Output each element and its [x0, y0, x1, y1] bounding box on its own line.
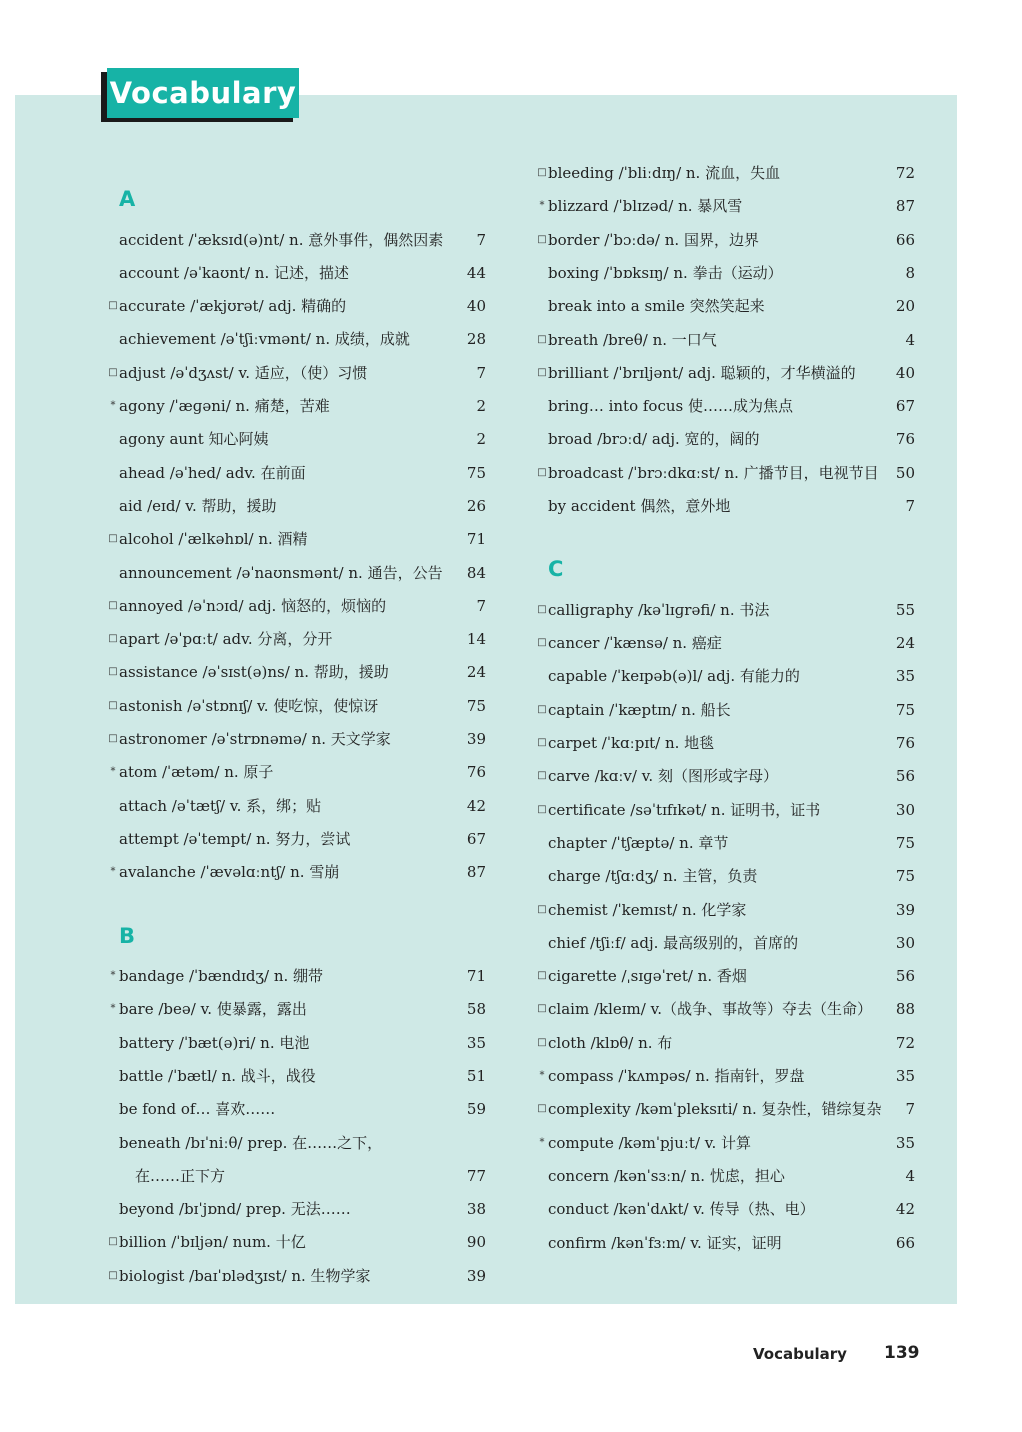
entry-page-number: 87 — [466, 863, 486, 882]
entry-page-number: 72 — [895, 164, 915, 182]
entry-page-number: 75 — [466, 696, 486, 715]
entry-text: astonish /əˈstɒnɪʃ/ v. 使吃惊，使惊讶 — [119, 696, 379, 715]
entry-page-number: 75 — [895, 700, 915, 719]
vocab-entry — [108, 660, 486, 684]
square-marker-icon: □ — [537, 903, 547, 915]
entry-text: be fond of… 喜欢…… — [119, 1100, 276, 1119]
section-letter-a: A — [119, 187, 136, 211]
entry-page-number: 59 — [466, 1100, 486, 1119]
vocab-entry — [548, 294, 915, 318]
vocab-entry — [539, 1064, 915, 1088]
entry-page-number: 77 — [466, 1166, 486, 1185]
entry-page-number: 56 — [895, 767, 915, 786]
vocab-entry — [548, 1197, 915, 1221]
entry-page-number: 35 — [895, 667, 915, 686]
vocab-entry — [537, 161, 915, 185]
entry-page-number: 7 — [476, 230, 486, 249]
square-marker-icon: □ — [108, 633, 118, 645]
vocab-entry — [110, 964, 486, 988]
entry-text: announcement /əˈnaʊnsmənt/ n. 通告，公告 — [119, 563, 443, 582]
vocab-entry — [537, 461, 915, 485]
vocab-entry — [537, 898, 915, 922]
vocab-entry — [548, 864, 915, 888]
vocab-entry — [537, 997, 915, 1021]
entry-page-number: 71 — [466, 967, 486, 985]
entry-page-number: 71 — [466, 530, 486, 549]
square-marker-icon: □ — [108, 366, 118, 378]
vocab-entry — [119, 261, 486, 285]
vocab-entry — [548, 261, 915, 285]
vocab-entry — [119, 228, 486, 252]
entry-text: battery /ˈbæt(ə)ri/ n. 电池 — [119, 1033, 310, 1052]
entry-text: conduct /kənˈdʌkt/ v. 传导（热、电） — [548, 1200, 815, 1219]
entry-page-number: 75 — [895, 833, 915, 852]
entry-page-number: 75 — [895, 867, 915, 886]
vocab-entry — [108, 1264, 486, 1288]
page-number: 139 — [884, 1343, 920, 1363]
entry-page-number: 55 — [895, 600, 915, 619]
square-marker-icon: □ — [537, 466, 547, 478]
entry-text: battle /ˈbætl/ n. 战斗，战役 — [119, 1066, 316, 1085]
entry-page-number: 40 — [895, 363, 915, 382]
entry-text: accident /ˈæksɪd(ə)nt/ n. 意外事件，偶然因素 — [119, 230, 444, 249]
entry-page-number: 39 — [466, 730, 486, 748]
entry-text: attempt /əˈtempt/ n. 努力，尝试 — [119, 829, 351, 848]
vocab-entry — [110, 860, 486, 884]
entry-text: certificate /səˈtɪfɪkət/ n. 证明书，证书 — [548, 800, 821, 819]
entry-text: cancer /ˈkænsə/ n. 癌症 — [548, 634, 722, 653]
vocab-entry — [119, 794, 486, 818]
star-marker-icon: * — [539, 1070, 545, 1081]
vocab-entry — [548, 494, 915, 518]
entry-page-number: 42 — [466, 796, 486, 815]
entry-text: brilliant /ˈbrɪljənt/ adj. 聪颖的，才华横溢的 — [548, 363, 856, 382]
square-marker-icon: □ — [537, 1003, 547, 1015]
entry-text: breath /breθ/ n. 一口气 — [548, 330, 717, 349]
entry-page-number: 30 — [895, 800, 915, 819]
vocab-entry — [548, 394, 915, 418]
square-marker-icon: □ — [537, 603, 547, 615]
entry-text: 在……正下方 — [135, 1166, 226, 1185]
vocab-entry — [537, 228, 915, 252]
entry-text: by accident 偶然，意外地 — [548, 497, 731, 515]
entry-page-number: 72 — [895, 1033, 915, 1052]
square-marker-icon: □ — [537, 770, 547, 782]
entry-text: boxing /ˈbɒksɪŋ/ n. 拳击（运动） — [548, 263, 783, 282]
entry-text: agony aunt 知心阿姨 — [119, 430, 269, 449]
vocab-entry — [119, 461, 486, 485]
entry-page-number: 76 — [895, 734, 915, 752]
title-banner — [101, 68, 297, 118]
vocab-entry — [108, 294, 486, 318]
entry-page-number: 24 — [895, 634, 915, 653]
vocab-entry — [539, 194, 915, 218]
entry-text: agony /ˈæɡəni/ n. 痛楚，苦难 — [119, 397, 330, 415]
vocab-entry — [119, 1097, 486, 1121]
section-letter-c: C — [548, 557, 564, 582]
star-marker-icon: * — [539, 200, 545, 212]
entry-page-number: 26 — [466, 496, 486, 515]
entry-page-number: 14 — [466, 630, 486, 649]
square-marker-icon: □ — [108, 699, 118, 711]
entry-text: alcohol /ˈælkəhɒl/ n. 酒精 — [119, 530, 308, 549]
entry-page-number: 7 — [905, 1100, 915, 1119]
entry-page-number: 4 — [905, 1166, 915, 1185]
square-marker-icon: □ — [537, 233, 547, 245]
entry-text: cloth /klɒθ/ n. 布 — [548, 1033, 673, 1052]
vocab-entry — [108, 727, 486, 751]
entry-text: bring… into focus 使……成为焦点 — [548, 397, 793, 416]
entry-text: complexity /kəmˈpleksɪti/ n. 复杂性，错综复杂 — [548, 1100, 882, 1119]
entry-text: biologist /baɪˈɒlədʒɪst/ n. 生物学家 — [119, 1266, 371, 1285]
entry-page-number: 39 — [895, 900, 915, 919]
vocab-entry — [548, 1164, 915, 1188]
vocab-entry — [108, 1230, 486, 1254]
vocab-entry — [548, 1231, 915, 1255]
entry-page-number: 8 — [905, 263, 915, 282]
vocab-entry — [119, 494, 486, 518]
entry-page-number: 58 — [466, 1000, 486, 1019]
entry-text: concern /kənˈsɜːn/ n. 忧虑，担心 — [548, 1166, 785, 1185]
entry-page-number: 88 — [895, 1000, 915, 1019]
section-letter-b: B — [119, 923, 136, 948]
entry-page-number: 50 — [895, 463, 915, 482]
entry-text: annoyed /əˈnɔɪd/ adj. 恼怒的，烦恼的 — [119, 596, 387, 615]
entry-text: cigarette /ˌsɪɡəˈret/ n. 香烟 — [548, 967, 747, 986]
vocab-entry — [539, 1131, 915, 1155]
entry-text: bandage /ˈbændɪdʒ/ n. 绷带 — [119, 967, 324, 985]
vocab-entry — [108, 361, 486, 385]
entry-page-number: 76 — [466, 763, 486, 782]
star-marker-icon: * — [110, 766, 116, 778]
star-marker-icon: * — [110, 970, 116, 981]
entry-page-number: 84 — [466, 563, 486, 582]
vocab-entry — [119, 1197, 486, 1221]
square-marker-icon: □ — [537, 1103, 547, 1115]
entry-text: ahead /əˈhed/ adv. 在前面 — [119, 463, 306, 482]
square-marker-icon: □ — [108, 533, 118, 545]
entry-page-number: 38 — [466, 1200, 486, 1219]
star-marker-icon: * — [110, 400, 116, 411]
entry-page-number: 40 — [466, 297, 486, 316]
vocab-entry — [108, 594, 486, 618]
vocab-entry — [108, 694, 486, 718]
vocab-entry — [537, 964, 915, 988]
entry-text: confirm /kənˈfɜːm/ v. 证实，证明 — [548, 1233, 782, 1252]
entry-text: adjust /əˈdʒʌst/ v. 适应，（使）习惯 — [119, 363, 368, 382]
entry-text: bare /beə/ v. 使暴露，露出 — [119, 1000, 307, 1019]
vocab-entry — [110, 394, 486, 418]
entry-text: charge /tʃɑːdʒ/ n. 主管，负责 — [548, 867, 758, 886]
entry-page-number: 7 — [905, 497, 915, 515]
vocab-entry — [537, 598, 915, 622]
square-marker-icon: □ — [537, 167, 547, 178]
vocab-entry — [548, 664, 915, 688]
entry-text: captain /ˈkæptɪn/ n. 船长 — [548, 700, 731, 719]
vocab-entry — [548, 427, 915, 451]
entry-page-number: 90 — [466, 1233, 486, 1252]
entry-text: assistance /əˈsɪst(ə)ns/ n. 帮助，援助 — [119, 663, 389, 682]
entry-page-number: 51 — [466, 1066, 486, 1085]
entry-page-number: 7 — [476, 363, 486, 382]
entry-page-number: 76 — [895, 430, 915, 449]
square-marker-icon: □ — [537, 1036, 547, 1048]
vocab-entry — [119, 1164, 486, 1188]
entry-page-number: 30 — [895, 933, 915, 952]
square-marker-icon: □ — [108, 300, 118, 312]
vocab-entry — [537, 631, 915, 655]
entry-text: claim /kleɪm/ v.（战争、事故等）夺去（生命） — [548, 1000, 873, 1019]
entry-text: carpet /ˈkɑːpɪt/ n. 地毯 — [548, 734, 715, 752]
entry-text: beyond /bɪˈjɒnd/ prep. 无法…… — [119, 1200, 351, 1219]
entry-text: aid /eɪd/ v. 帮助，援助 — [119, 496, 277, 515]
entry-text: avalanche /ˈævəlɑːntʃ/ n. 雪崩 — [119, 863, 340, 882]
entry-text: carve /kɑːv/ v. 刻（图形或字母） — [548, 767, 778, 786]
entry-text: atom /ˈætəm/ n. 原子 — [119, 763, 274, 782]
vocab-entry — [119, 561, 486, 585]
entry-text: broadcast /ˈbrɔːdkɑːst/ n. 广播节目，电视节目 — [548, 463, 879, 482]
vocab-entry — [537, 328, 915, 352]
vocab-entry — [537, 731, 915, 755]
vocab-entry — [119, 1064, 486, 1088]
entry-text: achievement /əˈtʃiːvmənt/ n. 成绩，成就 — [119, 330, 410, 349]
entry-text: chapter /ˈtʃæptə/ n. 章节 — [548, 833, 729, 852]
entry-text: astronomer /əˈstrɒnəmə/ n. 天文学家 — [119, 730, 391, 748]
square-marker-icon: □ — [537, 366, 547, 378]
vocab-entry — [119, 827, 486, 851]
square-marker-icon: □ — [108, 1236, 118, 1248]
entry-text: calligraphy /kəˈlɪɡrəfi/ n. 书法 — [548, 600, 770, 619]
square-marker-icon: □ — [537, 737, 547, 748]
vocab-entry — [537, 361, 915, 385]
star-marker-icon: * — [110, 866, 116, 878]
entry-text: apart /əˈpɑːt/ adv. 分离，分开 — [119, 630, 333, 649]
entry-page-number: 35 — [895, 1133, 915, 1152]
square-marker-icon: □ — [537, 703, 547, 715]
vocab-entry — [119, 427, 486, 451]
vocab-entry — [537, 1097, 915, 1121]
entry-text: border /ˈbɔːdə/ n. 国界，边界 — [548, 230, 759, 249]
entry-text: broad /brɔːd/ adj. 宽的，阔的 — [548, 430, 760, 449]
entry-text: billion /ˈbɪljən/ num. 十亿 — [119, 1233, 306, 1252]
entry-text: chemist /ˈkemɪst/ n. 化学家 — [548, 900, 747, 919]
vocab-entry — [537, 764, 915, 788]
entry-text: compass /ˈkʌmpəs/ n. 指南针，罗盘 — [548, 1067, 805, 1085]
vocab-entry — [119, 1031, 486, 1055]
entry-page-number: 75 — [466, 463, 486, 482]
square-marker-icon: □ — [108, 733, 118, 744]
vocab-entry — [110, 997, 486, 1021]
vocab-entry — [119, 1131, 486, 1155]
entry-page-number: 42 — [895, 1200, 915, 1219]
vocab-entry — [537, 1031, 915, 1055]
entry-page-number: 66 — [895, 1233, 915, 1252]
entry-page-number: 35 — [466, 1033, 486, 1052]
entry-page-number: 7 — [476, 596, 486, 615]
entry-page-number: 20 — [895, 297, 915, 316]
star-marker-icon: * — [110, 1003, 116, 1015]
entry-page-number: 2 — [476, 430, 486, 449]
entry-page-number: 35 — [895, 1067, 915, 1085]
entry-text: break into a smile 突然笑起来 — [548, 297, 765, 316]
vocab-entry — [110, 760, 486, 784]
entry-page-number: 24 — [466, 663, 486, 682]
square-marker-icon: □ — [537, 970, 547, 982]
entry-text: beneath /bɪˈniːθ/ prep. 在……之下， — [119, 1133, 383, 1152]
entry-page-number: 56 — [895, 967, 915, 986]
square-marker-icon: □ — [108, 599, 118, 611]
vocab-entry — [537, 698, 915, 722]
vocab-entry — [548, 931, 915, 955]
entry-page-number: 28 — [466, 330, 486, 349]
square-marker-icon: □ — [537, 637, 547, 649]
vocab-entry — [548, 831, 915, 855]
entry-text: compute /kəmˈpjuːt/ v. 计算 — [548, 1133, 752, 1152]
square-marker-icon: □ — [108, 666, 118, 678]
star-marker-icon: * — [539, 1136, 545, 1148]
footer-label: Vocabulary — [753, 1345, 847, 1363]
entry-text: attach /əˈtætʃ/ v. 系，绑；贴 — [119, 796, 322, 815]
entry-text: blizzard /ˈblɪzəd/ n. 暴风雪 — [548, 197, 743, 216]
entry-page-number: 2 — [476, 397, 486, 415]
entry-page-number: 44 — [466, 263, 486, 282]
vocab-entry — [537, 798, 915, 822]
vocab-entry — [108, 627, 486, 651]
page-title: Vocabulary — [107, 68, 299, 118]
entry-page-number: 67 — [895, 397, 915, 416]
entry-text: chief /tʃiːf/ adj. 最高级别的，首席的 — [548, 933, 799, 952]
entry-text: account /əˈkaʊnt/ n. 记述，描述 — [119, 263, 349, 282]
square-marker-icon: □ — [108, 1269, 118, 1281]
vocab-entry — [119, 327, 486, 351]
vocab-entry — [108, 527, 486, 551]
entry-page-number: 66 — [895, 230, 915, 249]
entry-page-number: 87 — [895, 197, 915, 216]
entry-text: bleeding /ˈbliːdɪŋ/ n. 流血，失血 — [548, 164, 781, 182]
entry-page-number: 67 — [466, 829, 486, 848]
entry-page-number: 4 — [905, 330, 915, 349]
square-marker-icon: □ — [537, 803, 547, 815]
entry-page-number: 39 — [466, 1266, 486, 1285]
square-marker-icon: □ — [537, 333, 547, 345]
entry-text: accurate /ˈækjʊrət/ adj. 精确的 — [119, 297, 347, 316]
entry-text: capable /ˈkeɪpəb(ə)l/ adj. 有能力的 — [548, 667, 800, 686]
